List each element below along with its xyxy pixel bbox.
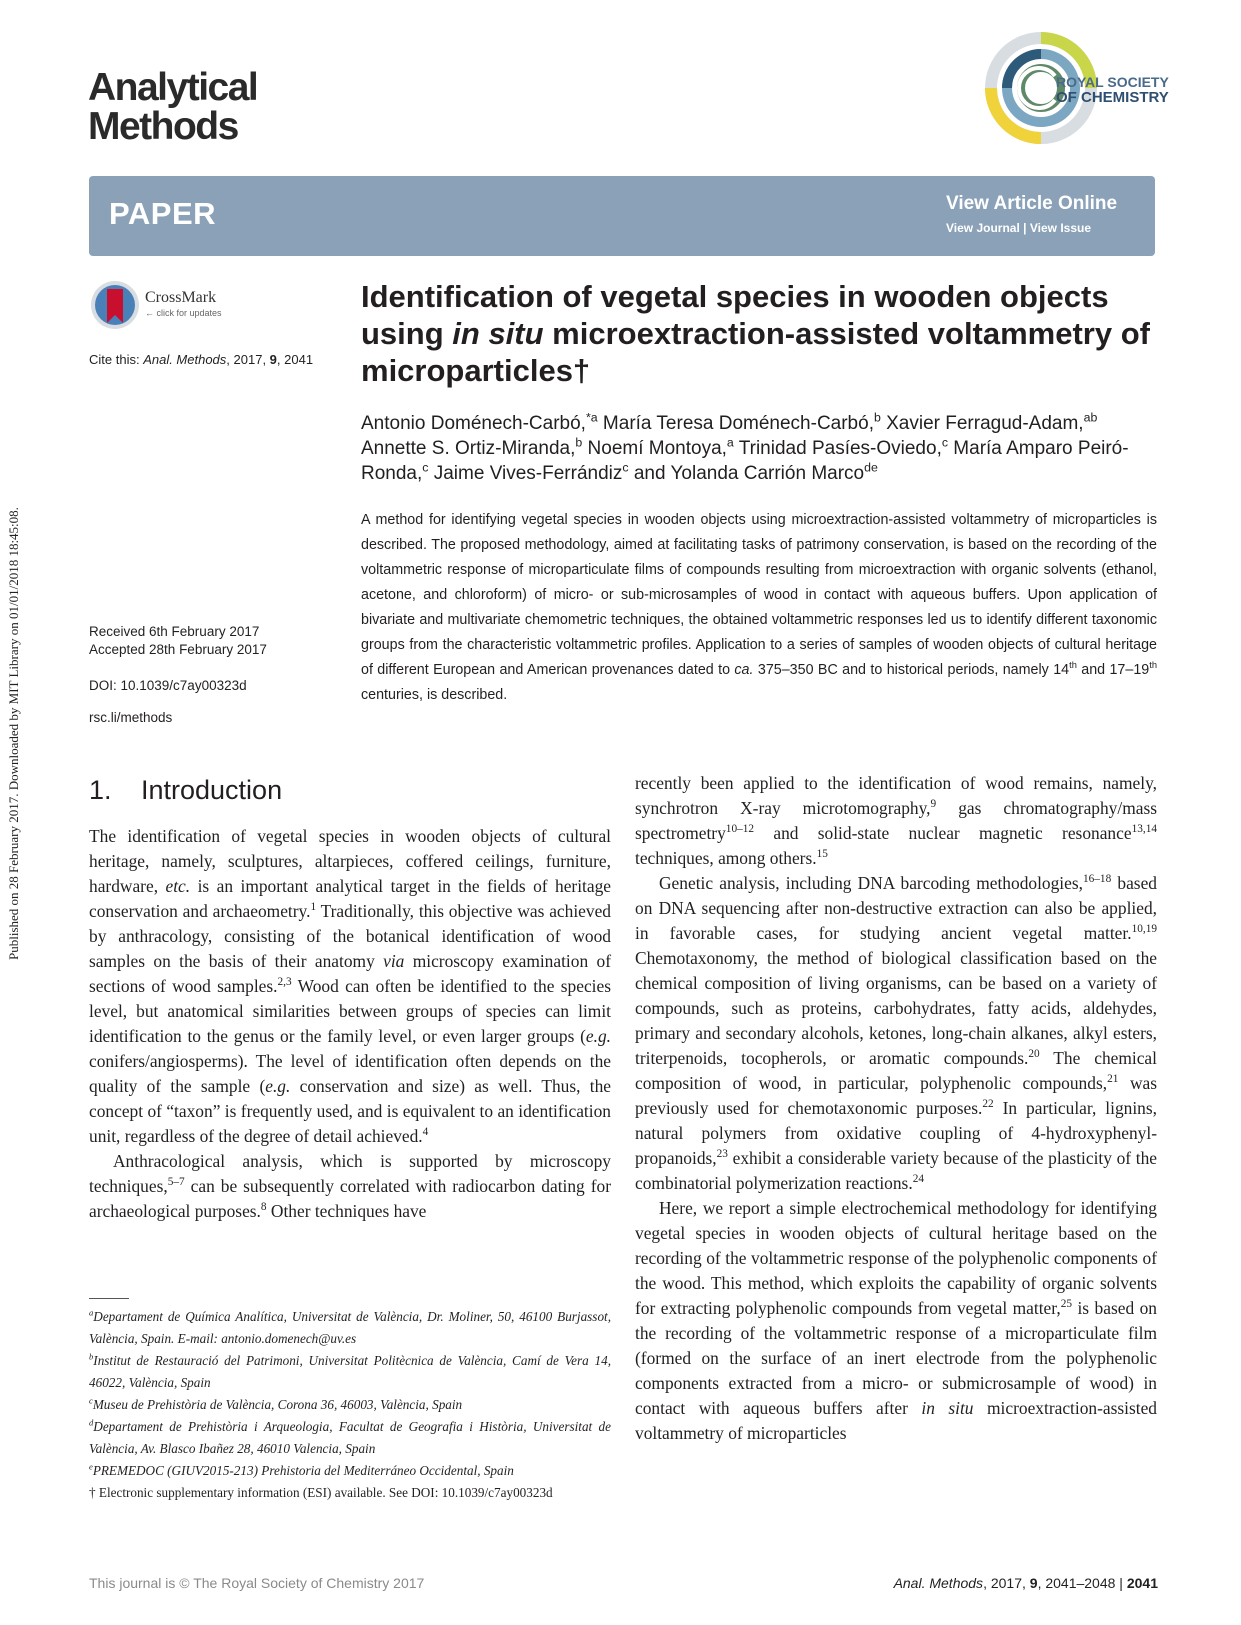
- doi: DOI: 10.1039/c7ay00323d: [89, 678, 247, 693]
- page-footer: Anal. Methods, 2017, 9, 2041–2048 | 2041: [893, 1575, 1158, 1591]
- paragraph: recently been applied to the identification of wood remains, namely, synchrotron X-ray microtomography,$^9$ gas chromatography/mass spectrometry$^{10-12}$ and solid-state nuclear magnetic resonance$^{13,14}$ techniques, among others.$^{15}$: [635, 773, 1157, 868]
- affiliation-footnote: $^d$Departament de Prehistòria i Arqueologia, Facultat de Geografia i Història, Universitat de València, Av. Blasco Ibañez 28, 46010 Valencia, Spain: [89, 1417, 611, 1456]
- received-date: Received 6th February 2017: [89, 624, 260, 639]
- affiliation-footnote: $^e$PREMEDOC (GIUV2015-213) Prehistoria del Mediterráneo Occidental, Spain: [89, 1461, 514, 1478]
- body-column-left: [89, 824, 611, 1224]
- paragraph: The identification of vegetal species in wooden objects of cultural heritage, namely, sculptures, altarpieces, coffered ceilings, furniture, hardware, etc. is an important analytical target in the fields of heritage conservation and archaeometry.$^1$ Traditionally, this objective was achieved by anthracology, consisting of the botanical identification of wood samples on the basis of their anatomy via microscopy examination of sections of wood samples.$^{2,3}$ Wood can often be identified to the species level, but anatomical similarities between groups of species can limit identification to the genus or the family level, or even larger groups (e.g. conifers/angiosperms). The level of identification often depends on the quality of the sample (e.g. conservation and size) as well. Thus, the concept of “taxon” is frequently used, and is equivalent to an identification unit, regardless of the degree of detail achieved.$^4$: [89, 826, 612, 1146]
- author: María Teresa Doménech-Carbó,$^b$: [597, 410, 881, 434]
- publisher-name: [1056, 75, 1169, 105]
- view-journal-link[interactable]: View Journal: [946, 221, 1020, 235]
- crossmark-label: CrossMark: [145, 289, 217, 306]
- footnotes: [89, 1306, 611, 1504]
- journal-title: [88, 68, 257, 146]
- body-column-right: [635, 771, 1157, 1446]
- view-links: [946, 221, 1091, 235]
- cite-this: [89, 352, 313, 367]
- download-notice: Published on 28 February 2017. Downloaded by MIT Library on 01/01/2018 18:45:08.: [6, 507, 21, 960]
- affiliation-footnote: $^c$Museu de Prehistòria de València, Corona 36, 46003, València, Spain: [89, 1395, 463, 1412]
- view-issue-link[interactable]: View Issue: [1029, 221, 1092, 235]
- footnote-rule: [89, 1298, 129, 1299]
- publisher-line1: ROYAL SOCIETY: [1056, 74, 1169, 90]
- publisher-line2: OF CHEMISTRY: [1056, 89, 1169, 106]
- paragraph: Genetic analysis, including DNA barcoding methodologies,$^{16-18}$ based on DNA sequencing after non-destructive extraction can also be applied, in favorable cases, for studying ancient vegetal matter.$^{10,19}$ Chemotaxonomy, the method of biological classification based on the chemical composition of living organisms, can be based on a variety of compounds, such as proteins, carbohydrates, fatty acids, aldehydes, primary and secondary alcohols, ketones, long-chain alkanes, alkyl esters, triterpenoids, tocopherols, or aromatic compounds.$^{20}$ The chemical composition of wood, in particular, polyphenolic compounds,$^{21}$ was previously used for chemotaxonomic purposes.$^{22}$ In particular, lignins, natural polymers from oxidative coupling of 4-hydroxyphenyl-propanoids,$^{23}$ exhibit a considerable variety because of the plasticity of the combinatorial polymerization reactions.$^{24}$: [635, 873, 1157, 1193]
- author: María Amparo Peiró-Ronda,$^c$: [361, 438, 1129, 484]
- cite-page: , 2041: [276, 352, 314, 367]
- abstract: A method for identifying vegetal species in wooden objects using microextraction-assisted voltammetry of microparticles is described. The proposed methodology, aimed at facilitating tasks of patrimony conservation, is based on the recording of the voltammetric response of microparticulate films of compounds resulting from microextraction with organic solvents (ethanol, acetone, and chloroform) of micro- or sub-microsamples of wood in contact with aqueous buffers. Upon application of bivariate and multivariate chemometric techniques, the obtained voltammetric responses led us to identify different taxonomic groups from the characteristic voltammetric profiles. Application to a series of samples of wooden objects of cultural heritage of different European and American provenances dated to ca. 375–350 BC and to historical periods, namely 14th and 17–19th centuries, is described.: [361, 512, 1157, 703]
- paragraph: Here, we report a simple electrochemical methodology for identifying vegetal species in wooden objects of cultural heritage based on the recording of the voltammetric response of the polyphenolic components of the wood. This method, which exploits the capability of organic solvents for extracting polyphenolic compounds from vegetal matter,$^{25}$ is based on the recording of the voltammetric response of a microparticulate film (formed on the surface of an inert electrode from the polyphenolic components extracted from a micro- or submicrosample of wood) in contact with aqueous buffers after in situ microextraction-assisted voltammetry of microparticles: [635, 1198, 1157, 1443]
- author-list: [361, 411, 1161, 486]
- section-number: 1.: [89, 775, 112, 805]
- copyright-footer: This journal is © The Royal Society of Chemistry 2017: [89, 1575, 425, 1591]
- author: Antonio Doménech-Carbó,$^{*a}$: [361, 410, 598, 434]
- author: Xavier Ferragud-Adam,$^{ab}$: [880, 410, 1098, 434]
- cite-journal: Anal. Methods: [143, 352, 227, 367]
- title-part2: microextraction-assisted voltammetry of microparticles†: [361, 316, 1150, 388]
- view-article-online-link[interactable]: View Article Online: [946, 193, 1118, 214]
- cite-year: , 2017,: [226, 352, 270, 367]
- esi-note: † Electronic supplementary information (ESI) available. See DOI: 10.1039/c7ay00323d: [89, 1485, 553, 1500]
- affiliation-footnote: $^b$Institut de Restauració del Patrimoni, Universitat Politècnica de València, Camí de Vera 14, 46022, València, Spain: [89, 1351, 611, 1390]
- paragraph: Anthracological analysis, which is supported by microscopy techniques,$^{5-7}$ can be subsequently correlated with radiocarbon dating for archaeological purposes.$^8$ Other techniques have: [89, 1151, 611, 1221]
- accepted-date: Accepted 28th February 2017: [89, 642, 267, 657]
- cite-volume: 9: [269, 352, 277, 367]
- article-banner: [89, 176, 1155, 256]
- author: Trinidad Pasíes-Oviedo,$^c$: [733, 435, 949, 459]
- crossmark-sub-text: click for updates: [156, 308, 222, 318]
- title-part1: Identification of vegetal species in wooden objects using: [361, 279, 1109, 351]
- journal-title-line2: Methods: [88, 105, 238, 148]
- paper-label: PAPER: [109, 196, 217, 231]
- author: Jaime Vives-Ferrándiz$^c$: [428, 460, 629, 484]
- author: Annette S. Ortiz-Miranda,$^b$: [361, 435, 583, 459]
- page-number: 2041: [1126, 1575, 1158, 1591]
- title-italic: in situ: [452, 316, 544, 351]
- cite-prefix: Cite this:: [89, 352, 144, 367]
- journal-link[interactable]: rsc.li/methods: [89, 710, 173, 725]
- crossmark-sub-label: ← click for updates: [145, 308, 222, 318]
- section-title: Introduction: [141, 775, 283, 805]
- link-separator: |: [1023, 221, 1027, 235]
- author: Noemí Montoya,$^a$: [582, 435, 734, 459]
- section-heading: [89, 775, 282, 806]
- affiliation-footnote: $^a$Departament de Química Analítica, Universitat de València, Dr. Moliner, 50, 46100 Burjassot, València, Spain. E-mail: antonio.domenech@uv.es: [89, 1307, 611, 1346]
- article-title: [361, 278, 1161, 389]
- journal-title-line1: Analytical: [88, 66, 258, 109]
- author: and Yolanda Carrión Marco$^{de}$: [628, 460, 878, 484]
